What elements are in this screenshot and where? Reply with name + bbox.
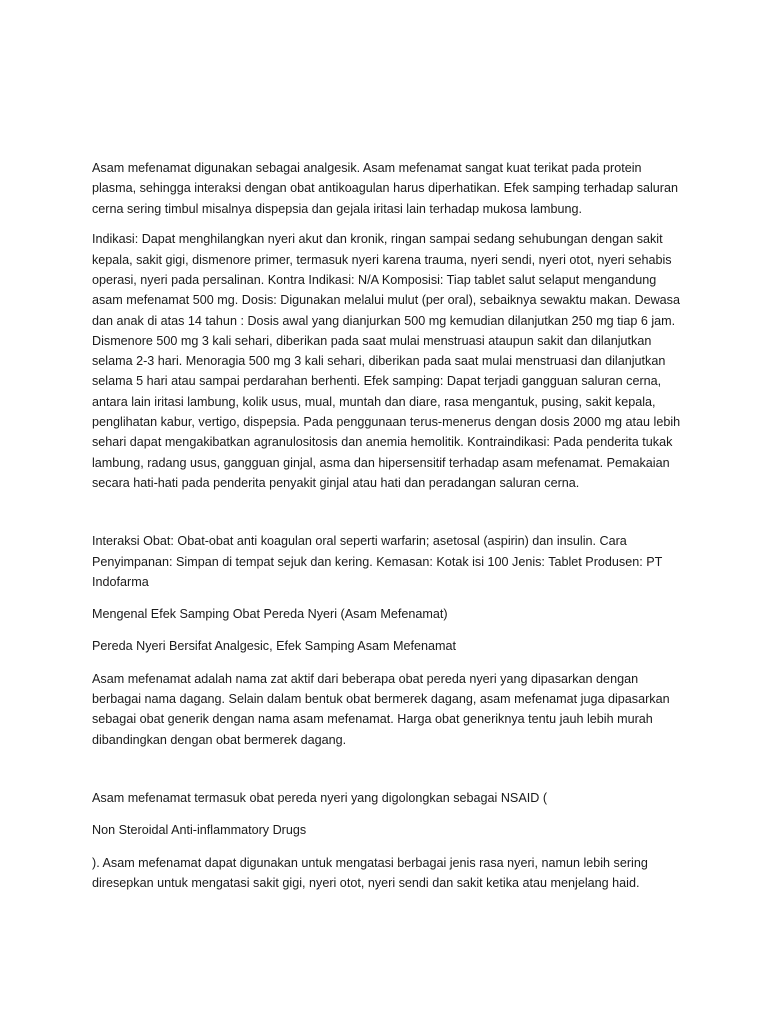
paragraph-intro: Asam mefenamat digunakan sebagai analgesik. Asam mefenamat sangat kuat terikat pada protein plasma, sehingga interaksi dengan obat antikoagulan harus diperhatikan. Efek samping terhadap saluran cerna sering timbul misalnya dispepsia dan gejala iritasi lain terhadap mukosa lambung.	[92, 161, 678, 216]
paragraph-nsaid-term: Non Steroidal Anti-inflammatory Drugs	[92, 823, 307, 838]
paragraph-kegunaan: ). Asam mefenamat dapat digunakan untuk mengatasi berbagai jenis rasa nyeri, namun lebih sering diresepkan untuk mengatasi sakit gigi, nyeri otot, nyeri sendi dan sakit ketika atau menjelang haid.	[92, 855, 648, 890]
document-body	[92, 158, 682, 893]
paragraph-nsaid: Asam mefenamat termasuk obat pereda nyeri yang digolongkan sebagai NSAID (	[92, 790, 548, 805]
paragraph-interaksi-obat: Interaksi Obat: Obat-obat anti koagulan oral seperti warfarin; asetosal (aspirin) dan insulin. Cara Penyimpanan: Simpan di tempat sejuk dan kering. Kemasan: Kotak isi 100 Jenis: Tablet Produsen: PT Indofarma	[92, 534, 663, 589]
paragraph-indikasi: Indikasi: Dapat menghilangkan nyeri akut dan kronik, ringan sampai sedang sehubungan dengan sakit kepala, sakit gigi, dismenore primer, termasuk nyeri karena trauma, nyeri sendi, nyeri otot, nyeri sehabis operasi, nyeri pada persalinan. Kontra Indikasi: N/A Komposisi: Tiap tablet salut selaput mengandung asam mefenamat 500 mg. Dosis: Digunakan melalui mulut (per oral), sebaiknya sewaktu makan. Dewasa dan anak di atas 14 tahun : Dosis awal yang dianjurkan 500 mg kemudian dilanjutkan 250 mg tiap 6 jam. Dismenore 500 mg 3 kali sehari, diberikan pada saat mulai menstruasi ataupun sakit dan dilanjutkan selama 2-3 hari. Menoragia 500 mg 3 kali sehari, diberikan pada saat mulai menstruasi dan dilanjutkan selama 5 hari atau sampai perdarahan berhenti. Efek samping: Dapat terjadi gangguan saluran cerna, antara lain iritasi lambung, kolik usus, mual, muntah dan diare, rasa mengantuk, pusing, sakit kepala, penglihatan kabur, vertigo, dispepsia. Pada penggunaan terus-menerus dengan dosis 2000 mg atau lebih sehari dapat mengakibatkan agranulositosis dan anemia hemolitik. Kontraindikasi: Pada penderita tukak lambung, radang usus, gangguan ginjal, asma dan hipersensitif terhadap asam mefenamat. Pemakaian secara hati-hati pada penderita penyakit ginjal atau hati dan peradangan saluran cerna.	[92, 232, 681, 490]
paragraph-nama-dagang: Asam mefenamat adalah nama zat aktif dari beberapa obat pereda nyeri yang dipasarkan dengan berbagai nama dagang. Selain dalam bentuk obat bermerek dagang, asam mefenamat juga dipasarkan sebagai obat generik dengan nama asam mefenamat. Harga obat generiknya tentu jauh lebih murah dibandingkan dengan obat bermerek dagang.	[92, 671, 670, 747]
heading-pereda-nyeri: Pereda Nyeri Bersifat Analgesic, Efek Samping Asam Mefenamat	[92, 639, 456, 654]
heading-efek-samping: Mengenal Efek Samping Obat Pereda Nyeri (Asam Mefenamat)	[92, 607, 448, 622]
